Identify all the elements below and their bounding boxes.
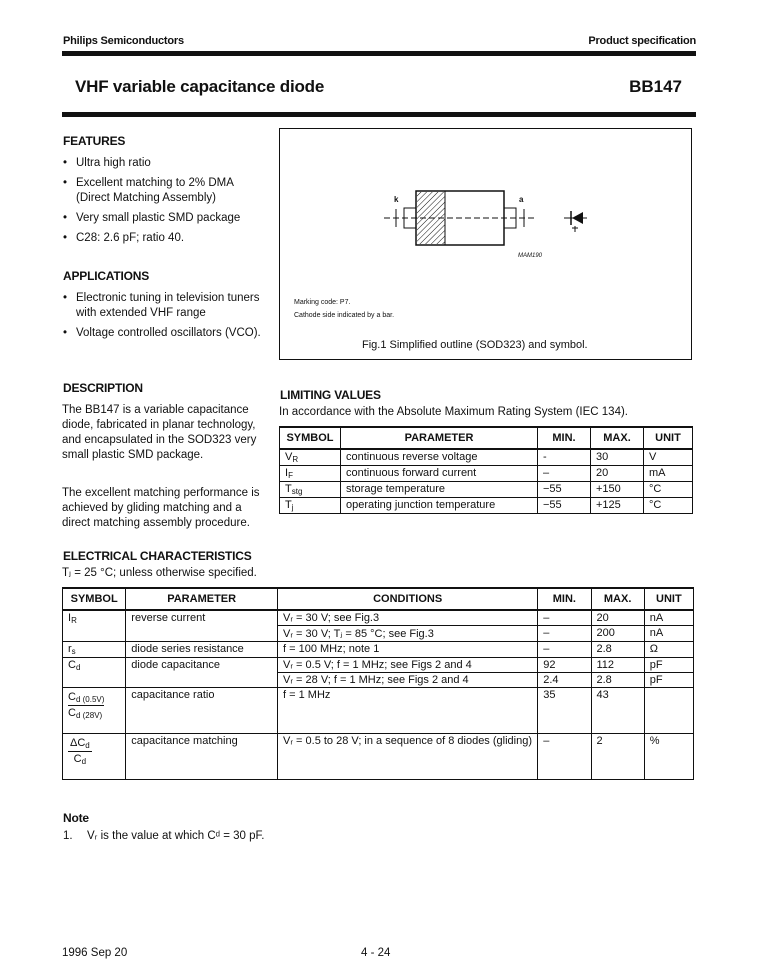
table-row — [63, 610, 694, 626]
max-cell: 112 — [591, 658, 644, 673]
applications-list — [62, 291, 262, 346]
table-row — [63, 642, 694, 658]
column-header: MAX. — [591, 427, 644, 449]
table-row — [280, 466, 693, 482]
parameter-cell: continuous forward current — [341, 466, 538, 482]
min-cell: – — [538, 466, 591, 482]
min-cell: - — [538, 449, 591, 466]
unit-cell — [644, 688, 693, 734]
unit-cell: pF — [644, 673, 693, 688]
column-header: MIN. — [538, 427, 591, 449]
min-cell: – — [538, 626, 591, 642]
conditions-cell: f = 1 MHz — [278, 688, 538, 734]
column-header: CONDITIONS — [278, 588, 538, 610]
symbol-cell: $C_d$ — [63, 658, 126, 688]
page-title: VHF variable capacitance diode — [75, 77, 325, 96]
note-heading: Note — [63, 811, 89, 825]
title-rule — [62, 112, 696, 117]
document-type: Product specification — [588, 35, 696, 47]
table-row — [280, 482, 693, 498]
page-number: 4 - 24 — [361, 947, 391, 959]
anode-label: a — [519, 195, 524, 204]
figure-code: MAM190 — [518, 253, 543, 259]
unit-cell: mA — [644, 466, 693, 482]
parameter-cell: capacitance matching — [126, 734, 278, 780]
part-number: BB147 — [629, 77, 682, 96]
electrical-subtitle: Tⱼ = 25 °C; unless otherwise specified. — [62, 567, 257, 579]
unit-cell: °C — [644, 498, 693, 514]
unit-cell: °C — [644, 482, 693, 498]
description-paragraph-1: The BB147 is a variable capacitance diode, fabricated in planar technology, and encapsulated in the SOD323 very small plastic SMD package. — [62, 404, 257, 461]
list-item: • Very small plastic SMD package — [62, 211, 262, 226]
table-row — [63, 734, 694, 780]
symbol-cell: $V_R$ — [280, 449, 341, 466]
table-header-row — [63, 588, 694, 610]
matching-fraction: $\Delta C_d$ $C_d$ — [70, 737, 90, 766]
conditions-cell: Vᵣ = 0.5 to 28 V; in a sequence of 8 diodes (gliding) — [278, 734, 538, 780]
column-header: UNIT — [644, 588, 693, 610]
column-header: PARAMETER — [341, 427, 538, 449]
symbol-cell — [63, 734, 126, 780]
list-item: • C28: 2.6 pF; ratio 40. — [62, 231, 262, 246]
note-text: Vᵣ is the value at which Cᵈ = 30 pF. — [87, 830, 265, 842]
description-paragraph-2: The excellent matching performance is achieved by gliding matching and a direct matching assembly procedure. — [62, 487, 260, 529]
cathode-label: k — [394, 195, 399, 204]
conditions-cell: Vᵣ = 28 V; f = 1 MHz; see Figs 2 and 4 — [278, 673, 538, 688]
max-cell: 2 — [591, 734, 644, 780]
marking-code: Marking code: P7. — [294, 299, 351, 306]
table-row — [63, 688, 694, 734]
min-cell: – — [538, 610, 591, 626]
ratio-fraction: $\frac{C_{d (0.5V)}}{C_{d (28V)}}$ — [68, 691, 105, 720]
column-header: SYMBOL — [63, 588, 126, 610]
cathode-note: Cathode side indicated by a bar. — [294, 312, 395, 319]
unit-cell: nA — [644, 610, 693, 626]
electrical-heading: ELECTRICAL CHARACTERISTICS — [63, 549, 252, 563]
symbol-cell: $T_{stg}$ — [280, 482, 341, 498]
limiting-values-subtitle: In accordance with the Absolute Maximum Rating System (IEC 134). — [279, 406, 628, 418]
table-row — [280, 498, 693, 514]
limiting-values-table — [279, 426, 693, 514]
max-cell: +150 — [591, 482, 644, 498]
max-cell: 43 — [591, 688, 644, 734]
symbol-cell: $T_j$ — [280, 498, 341, 514]
electrical-characteristics-table — [62, 587, 694, 780]
figure-box — [279, 128, 692, 360]
table-header-row — [280, 427, 693, 449]
max-cell: 20 — [591, 610, 644, 626]
column-header: PARAMETER — [126, 588, 278, 610]
conditions-cell: Vᵣ = 30 V; see Fig.3 — [278, 610, 538, 626]
figure-caption: Fig.1 Simplified outline (SOD323) and symbol. — [362, 339, 588, 351]
conditions-cell: Vᵣ = 30 V; Tⱼ = 85 °C; see Fig.3 — [278, 626, 538, 642]
symbol-cell: $I_R$ — [63, 610, 126, 642]
min-cell: – — [538, 734, 591, 780]
list-item: • Excellent matching to 2% DMA (Direct Matching Assembly) — [62, 176, 262, 206]
parameter-cell: diode capacitance — [126, 658, 278, 688]
list-item: • Electronic tuning in television tuners with extended VHF range — [62, 291, 262, 321]
max-cell: 30 — [591, 449, 644, 466]
features-list — [62, 156, 262, 251]
parameter-cell: storage temperature — [341, 482, 538, 498]
min-cell: 92 — [538, 658, 591, 673]
list-item: • Ultra high ratio — [62, 156, 262, 171]
conditions-cell: f = 100 MHz; note 1 — [278, 642, 538, 658]
min-cell: 2.4 — [538, 673, 591, 688]
conditions-cell: Vᵣ = 0.5 V; f = 1 MHz; see Figs 2 and 4 — [278, 658, 538, 673]
max-cell: 200 — [591, 626, 644, 642]
unit-cell: nA — [644, 626, 693, 642]
header-rule — [62, 51, 696, 56]
description-heading: DESCRIPTION — [63, 381, 143, 395]
column-header: MIN. — [538, 588, 591, 610]
limiting-values-heading: LIMITING VALUES — [280, 388, 381, 402]
symbol-cell — [63, 688, 126, 734]
max-cell: 2.8 — [591, 673, 644, 688]
column-header: SYMBOL — [280, 427, 341, 449]
sod323-outline-drawing — [280, 129, 691, 289]
footer-date: 1996 Sep 20 — [62, 947, 128, 959]
max-cell: +125 — [591, 498, 644, 514]
company-name: Philips Semiconductors — [63, 35, 184, 47]
parameter-cell: operating junction temperature — [341, 498, 538, 514]
note-number: 1. — [63, 830, 73, 842]
parameter-cell: diode series resistance — [126, 642, 278, 658]
unit-cell: Ω — [644, 642, 693, 658]
min-cell: −55 — [538, 482, 591, 498]
table-row — [63, 658, 694, 673]
parameter-cell: capacitance ratio — [126, 688, 278, 734]
unit-cell: % — [644, 734, 693, 780]
symbol-cell: $I_F$ — [280, 466, 341, 482]
table-row — [280, 449, 693, 466]
parameter-cell: continuous reverse voltage — [341, 449, 538, 466]
column-header: MAX. — [591, 588, 644, 610]
features-heading: FEATURES — [63, 134, 126, 148]
parameter-cell: reverse current — [126, 610, 278, 642]
max-cell: 2.8 — [591, 642, 644, 658]
applications-heading: APPLICATIONS — [63, 269, 150, 283]
max-cell: 20 — [591, 466, 644, 482]
min-cell: 35 — [538, 688, 591, 734]
list-item: • Voltage controlled oscillators (VCO). — [62, 326, 262, 341]
unit-cell: pF — [644, 658, 693, 673]
symbol-cell: $r_s$ — [63, 642, 126, 658]
min-cell: −55 — [538, 498, 591, 514]
min-cell: – — [538, 642, 591, 658]
unit-cell: V — [644, 449, 693, 466]
column-header: UNIT — [644, 427, 693, 449]
